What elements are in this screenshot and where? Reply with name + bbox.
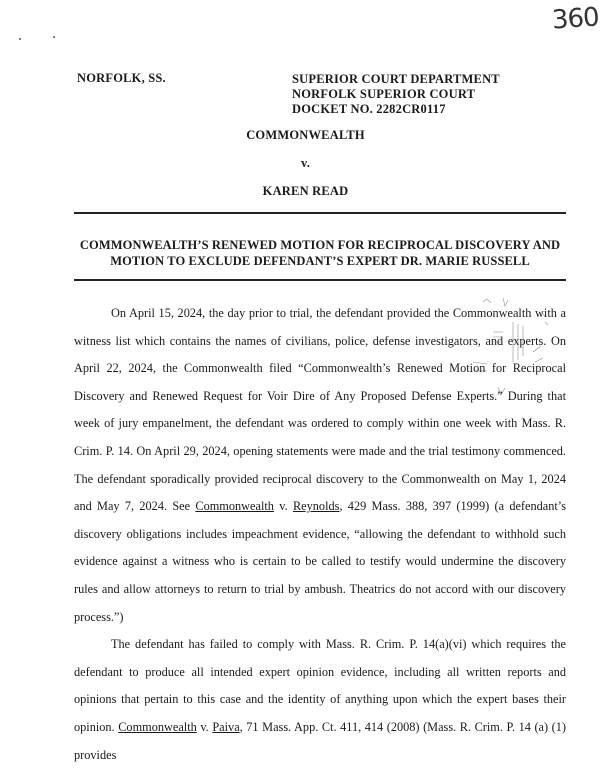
caption-defendant: KAREN READ xyxy=(262,184,349,198)
case-name: Commonwealth xyxy=(118,719,197,734)
docket-number: DOCKET NO. 2282CR0117 xyxy=(292,102,446,116)
paragraph-1-text: , 429 Mass. 388, 397 (1999) (a defendant’s discovery obligations includes impeachment evidence, “allowing the defendant to withhold such evidence against a witness who is certain to be called to testify would undermine the discovery rules and allow attorneys to return to trial by ambush. Theatrics do not accord with our discovery process.”) xyxy=(74,499,567,624)
case-name: Reynolds xyxy=(292,499,340,514)
paragraph-2 xyxy=(74,631,566,769)
motion-title-line-2: MOTION TO EXCLUDE DEFENDANT’S EXPERT DR. MARIE RUSSELL xyxy=(110,254,530,268)
court-name: NORFOLK SUPERIOR COURT xyxy=(292,87,476,101)
caption-plaintiff: COMMONWEALTH xyxy=(246,128,365,142)
scan-speck xyxy=(53,36,55,38)
versus-text: v. xyxy=(273,499,293,514)
handwritten-page-number: 360 xyxy=(551,2,600,36)
county-label: NORFOLK, SS. xyxy=(77,71,166,85)
scan-speck xyxy=(19,38,21,40)
versus-text: v. xyxy=(196,719,213,734)
court-department: SUPERIOR COURT DEPARTMENT xyxy=(292,72,500,86)
paragraph-1 xyxy=(74,300,566,631)
paragraph-1-text: On April 15, 2024, the day prior to trial, the defendant provided the Commonwealth with a witness list which contains the names of civilians, police, defense investigators, and experts. On April 22, 2024, the Commonwealth filed “Commonwealth’s Renewed Motion for Reciprocal Discovery and Renewed Request for Voir Dire of Any Proposed Defense Experts.” During that week of jury empanelment, the defendant was ordered to comply within one week with Mass. R. Crim. P. 14. On April 29, 2024, opening statements were made and the trial testimony commenced. The defendant sporadically provided reciprocal discovery to the Commonwealth on May 1, 2024 and May 7, 2024. See xyxy=(74,306,566,514)
case-name: Commonwealth xyxy=(195,499,274,514)
motion-body xyxy=(74,300,566,769)
top-divider xyxy=(74,212,566,214)
case-name: Paiva xyxy=(212,719,240,734)
paragraph-2-text: , 71 Mass. App. Ct. 411, 414 (2008) (Mass. R. Crim. P. 14 (a) (1) provides xyxy=(74,719,566,762)
motion-title-line-1: COMMONWEALTH’S RENEWED MOTION FOR RECIPROCAL DISCOVERY AND xyxy=(79,238,561,252)
bottom-divider xyxy=(74,279,566,281)
motion-title xyxy=(74,237,566,269)
caption-versus: v. xyxy=(300,156,311,170)
court-header xyxy=(292,72,500,117)
paragraph-2-text: The defendant has failed to comply with Mass. R. Crim. P. 14(a)(vi) which requires the defendant to produce all intended expert opinion evidence, including all written reports and opinions that pertain to this case and the identity of anything upon which the expert bases their opinion. xyxy=(74,637,566,734)
